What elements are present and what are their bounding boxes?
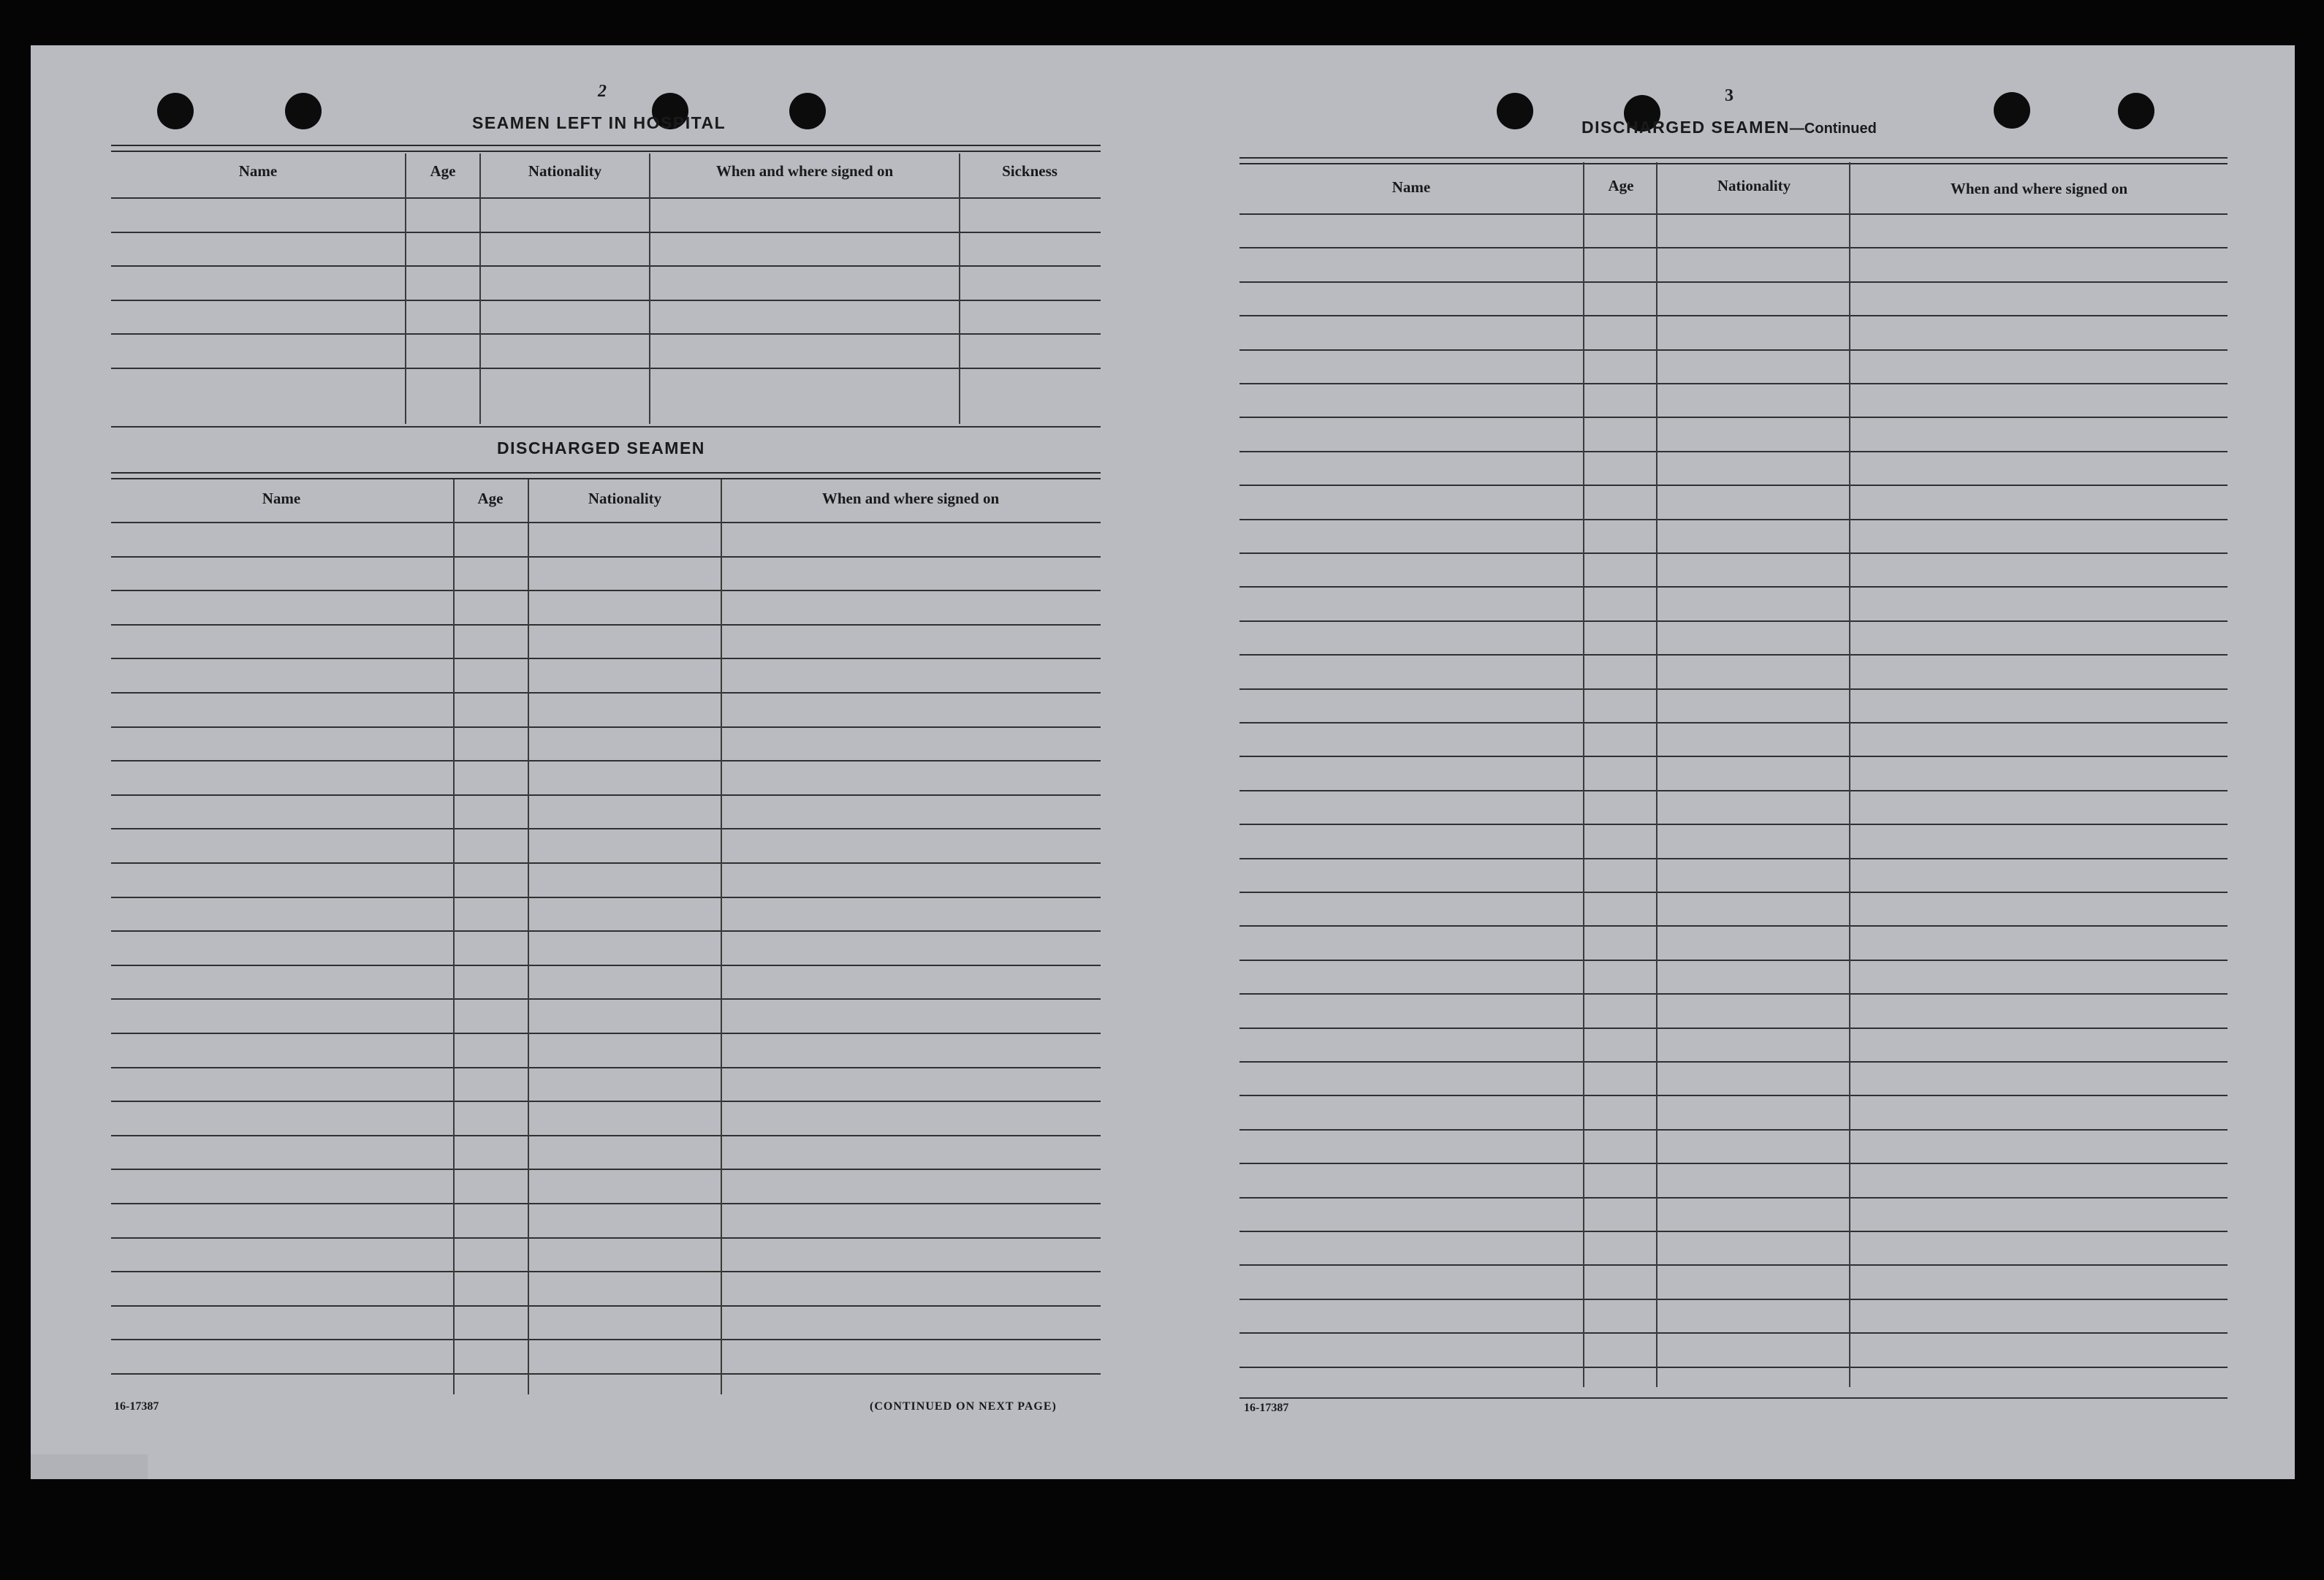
blank-row-line — [1239, 1197, 2228, 1199]
blank-row-line — [1239, 1367, 2228, 1368]
blank-row-line — [111, 333, 1101, 335]
blank-row-line — [1239, 383, 2228, 384]
hospital-section-title: SEAMEN LEFT IN HOSPITAL — [472, 113, 726, 132]
discharged-continued-title: DISCHARGED SEAMEN—Continued — [1581, 118, 1877, 137]
blank-row-line — [111, 692, 1101, 694]
blank-row-line — [1239, 654, 2228, 656]
blank-row-line — [111, 965, 1101, 966]
blank-row-line — [111, 897, 1101, 898]
blank-row-line — [1239, 485, 2228, 486]
blank-row-line — [111, 1339, 1101, 1340]
blank-row-line — [111, 658, 1101, 659]
blank-row-line — [1239, 1129, 2228, 1131]
column-divider — [1849, 162, 1850, 1387]
column-divider — [453, 479, 455, 1394]
blank-row-line — [1239, 1231, 2228, 1232]
blank-row-line — [1239, 451, 2228, 452]
sheet-fold — [31, 1454, 148, 1479]
blank-row-line — [1239, 1332, 2228, 1334]
blank-row-line — [1239, 1299, 2228, 1300]
blank-row-line — [111, 998, 1101, 1000]
double-rule — [111, 472, 1101, 479]
discharged-col-nationality: Nationality — [588, 490, 662, 507]
blank-row-line — [111, 862, 1101, 864]
blank-row-line — [1239, 925, 2228, 927]
blank-row-line — [111, 368, 1101, 369]
column-divider — [528, 479, 529, 1394]
page-number-left: 2 — [598, 82, 607, 101]
blank-row-line — [111, 828, 1101, 829]
column-divider — [479, 153, 481, 424]
blank-row-line — [1239, 1028, 2228, 1029]
hospital-col-name: Name — [238, 162, 278, 180]
blank-row-line — [111, 590, 1101, 591]
blank-row-line — [111, 726, 1101, 728]
punch-hole — [1497, 93, 1533, 129]
blank-row-line — [111, 1169, 1101, 1170]
column-divider — [1583, 162, 1584, 1387]
blank-row-line — [1239, 586, 2228, 588]
blank-row-line — [1239, 1264, 2228, 1266]
form-number-left: 16-17387 — [114, 1400, 159, 1413]
blank-row-line — [1239, 247, 2228, 248]
column-divider — [649, 153, 650, 424]
column-divider — [721, 479, 722, 1394]
form-number-right: 16-17387 — [1244, 1402, 1289, 1414]
section-rule — [1239, 1397, 2228, 1399]
punch-hole — [285, 93, 322, 129]
blank-row-line — [111, 760, 1101, 761]
double-rule — [111, 145, 1101, 152]
discharged-section-title: DISCHARGED SEAMEN — [497, 438, 705, 457]
blank-row-line — [111, 1101, 1101, 1102]
blank-row-line — [1239, 1095, 2228, 1096]
continued-col-nationality: Nationality — [1717, 177, 1791, 194]
discharged-col-age: Age — [477, 490, 504, 507]
column-divider — [405, 153, 406, 424]
blank-row-line — [111, 1373, 1101, 1375]
punch-hole — [157, 93, 194, 129]
blank-row-line — [1239, 213, 2228, 215]
blank-row-line — [1239, 1163, 2228, 1164]
blank-row-line — [111, 624, 1101, 626]
discharged-col-signed-on: When and where signed on — [821, 490, 1000, 507]
blank-row-line — [111, 1237, 1101, 1239]
punch-hole — [1994, 92, 2030, 129]
hospital-col-age: Age — [430, 162, 456, 180]
continued-col-signed-on: When and where signed on — [1950, 180, 2128, 197]
blank-row-line — [1239, 824, 2228, 825]
blank-row-line — [1239, 722, 2228, 723]
blank-row-line — [1239, 349, 2228, 351]
blank-row-line — [1239, 858, 2228, 859]
blank-row-line — [111, 522, 1101, 523]
blank-row-line — [111, 794, 1101, 796]
blank-row-line — [111, 556, 1101, 558]
page-number-right: 3 — [1725, 86, 1733, 105]
blank-row-line — [1239, 892, 2228, 893]
section-rule — [111, 426, 1101, 428]
blank-row-line — [1239, 315, 2228, 316]
blank-row-line — [1239, 960, 2228, 961]
blank-row-line — [1239, 417, 2228, 418]
blank-row-line — [111, 1305, 1101, 1307]
blank-row-line — [111, 1203, 1101, 1204]
blank-row-line — [1239, 1061, 2228, 1063]
punch-hole — [2118, 93, 2154, 129]
blank-row-line — [1239, 756, 2228, 757]
column-divider — [1656, 162, 1657, 1387]
blank-row-line — [111, 232, 1101, 233]
blank-row-line — [1239, 688, 2228, 690]
hospital-col-signed-on: When and where signed on — [715, 162, 894, 180]
continued-col-age: Age — [1608, 177, 1634, 194]
blank-row-line — [1239, 552, 2228, 554]
punch-hole — [789, 93, 826, 129]
blank-row-line — [111, 930, 1101, 932]
double-rule — [1239, 157, 2228, 164]
blank-row-line — [1239, 790, 2228, 791]
blank-row-line — [111, 197, 1101, 199]
blank-row-line — [111, 1135, 1101, 1136]
continued-col-name: Name — [1391, 178, 1431, 196]
hospital-col-sickness: Sickness — [1002, 162, 1057, 180]
blank-row-line — [1239, 519, 2228, 520]
blank-row-line — [1239, 620, 2228, 622]
blank-row-line — [1239, 281, 2228, 283]
blank-row-line — [111, 265, 1101, 267]
blank-row-line — [111, 1271, 1101, 1272]
continued-note: (CONTINUED ON NEXT PAGE) — [870, 1400, 1057, 1413]
hospital-col-nationality: Nationality — [528, 162, 602, 180]
blank-row-line — [111, 1033, 1101, 1034]
blank-row-line — [111, 300, 1101, 301]
blank-row-line — [1239, 993, 2228, 995]
column-divider — [959, 153, 960, 424]
discharged-col-name: Name — [262, 490, 301, 507]
blank-row-line — [111, 1067, 1101, 1068]
